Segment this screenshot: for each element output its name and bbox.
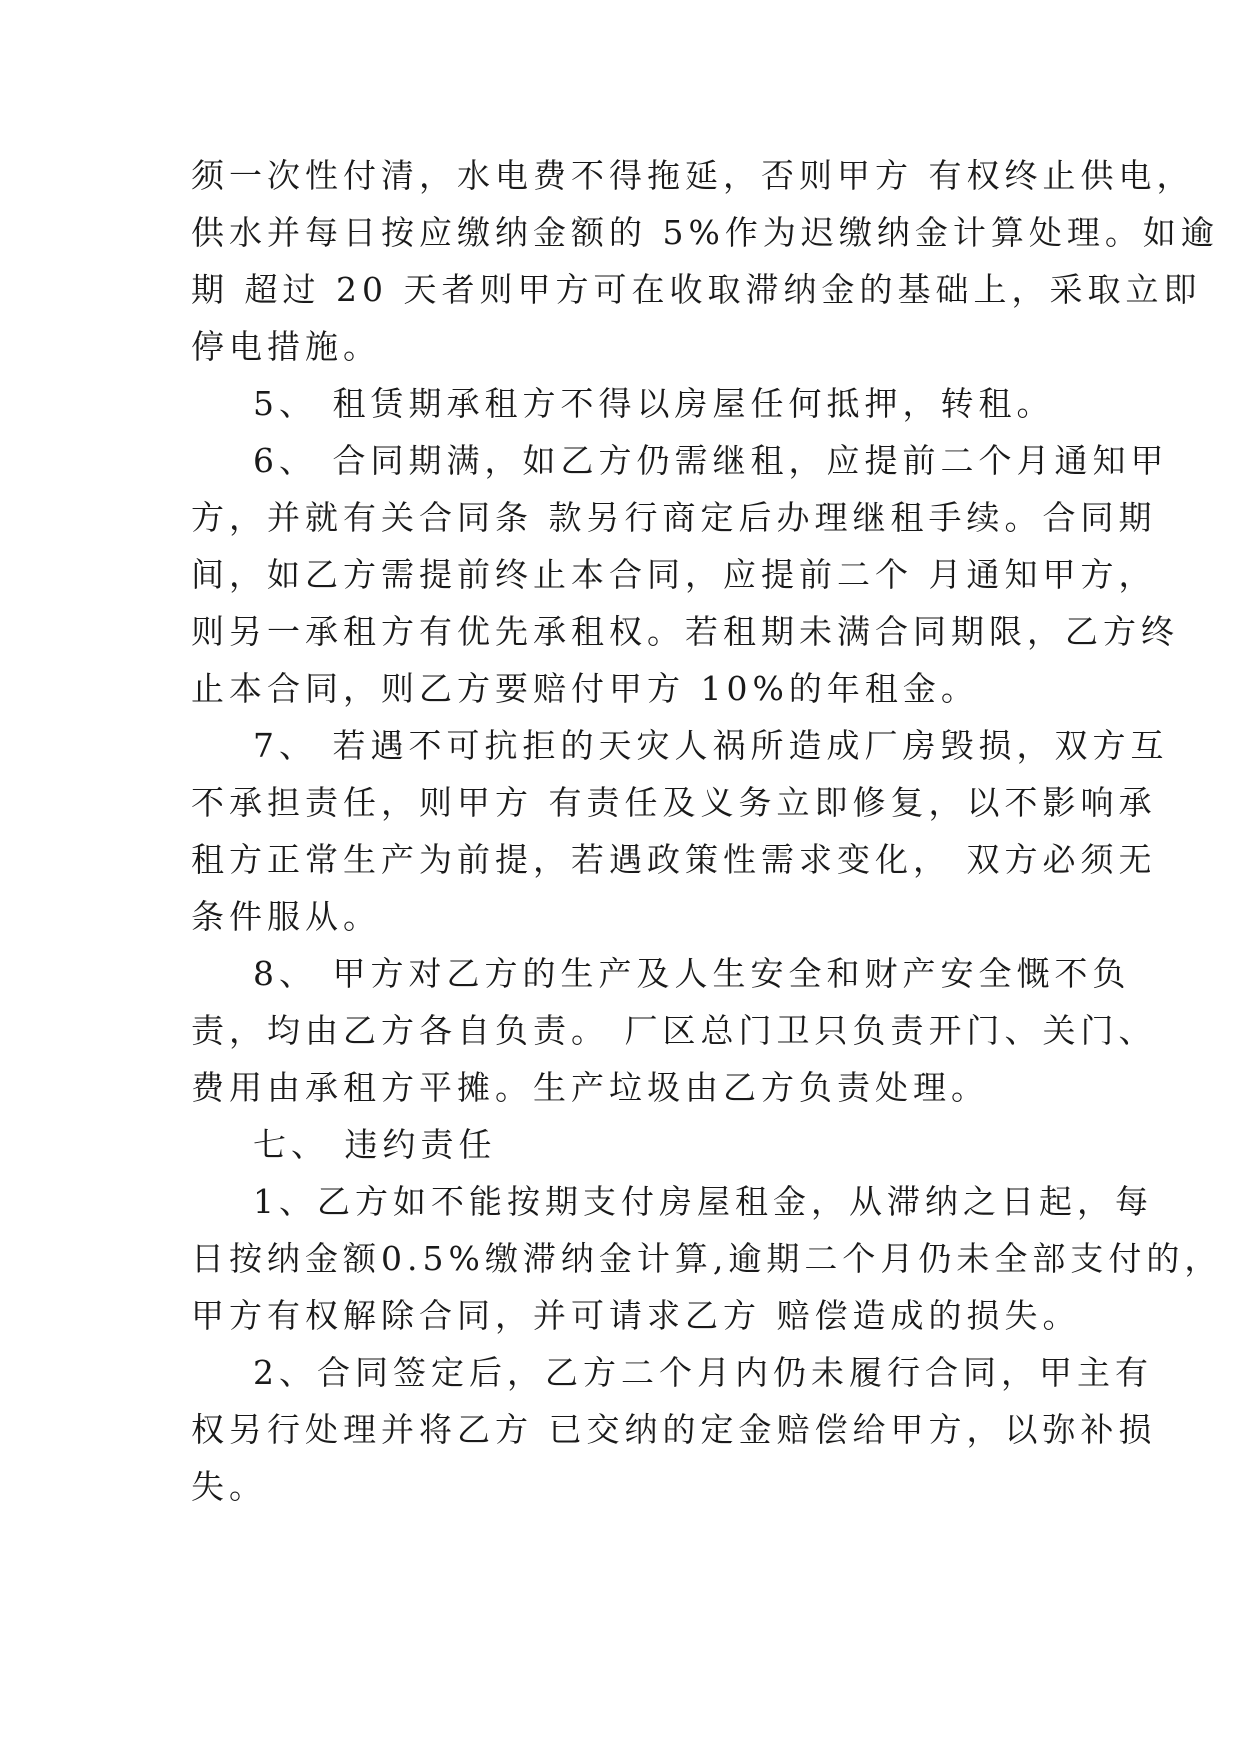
text-line: 2、合同签定后，乙方二个月内仍未履行合同，甲主有 [191, 1353, 1153, 1392]
text-line: 日按纳金额0.5%缴滞纳金计算,逾期二个月仍未全部支付的， [191, 1239, 1223, 1278]
text-line: 6、 合同期满，如乙方仍需继租，应提前二个月通知甲 [191, 441, 1169, 480]
text-line: 费用由承租方平摊。生产垃圾由乙方负责处理。 [191, 1068, 989, 1107]
text-line: 甲方有权解除合同，并可请求乙方 赔偿造成的损失。 [191, 1296, 1081, 1335]
text-line: 责，均由乙方各自负责。 厂区总门卫只负责开门、关门、 [191, 1011, 1157, 1050]
text-line: 1、乙方如不能按期支付房屋租金，从滞纳之日起，每 [191, 1182, 1153, 1221]
text-line: 期 超过 20 天者则甲方可在收取滞纳金的基础上，采取立即 [191, 270, 1202, 309]
text-line: 条件服从。 [191, 897, 381, 936]
text-line: 则另一承租方有优先承租权。若租期未满合同期限，乙方终 [191, 612, 1179, 651]
text-line: 须一次性付清，水电费不得拖延，否则甲方 有权终止供电， [191, 156, 1195, 195]
text-line: 不承担责任，则甲方 有责任及义务立即修复，以不影响承 [191, 783, 1157, 822]
text-line: 供水并每日按应缴纳金额的 5%作为迟缴纳金计算处理。如逾 [191, 213, 1219, 252]
text-line: 权另行处理并将乙方 已交纳的定金赔偿给甲方，以弥补损 [191, 1410, 1157, 1449]
text-line: 停电措施。 [191, 327, 381, 366]
section-heading: 七、 违约责任 [191, 1125, 497, 1164]
text-line: 止本合同，则乙方要赔付甲方 10%的年租金。 [191, 669, 979, 708]
text-line: 5、 租赁期承租方不得以房屋任何抵押，转租。 [191, 384, 1055, 423]
text-line: 方，并就有关合同条 款另行商定后办理继租手续。合同期 [191, 498, 1157, 537]
text-line: 失。 [191, 1467, 267, 1506]
text-line: 间，如乙方需提前终止本合同，应提前二个 月通知甲方， [191, 555, 1157, 594]
text-line: 7、 若遇不可抗拒的天灾人祸所造成厂房毁损，双方互 [191, 726, 1169, 765]
text-line: 8、 甲方对乙方的生产及人生安全和财产安全慨不负 [191, 954, 1131, 993]
text-line: 租方正常生产为前提，若遇政策性需求变化， 双方必须无 [191, 840, 1157, 879]
